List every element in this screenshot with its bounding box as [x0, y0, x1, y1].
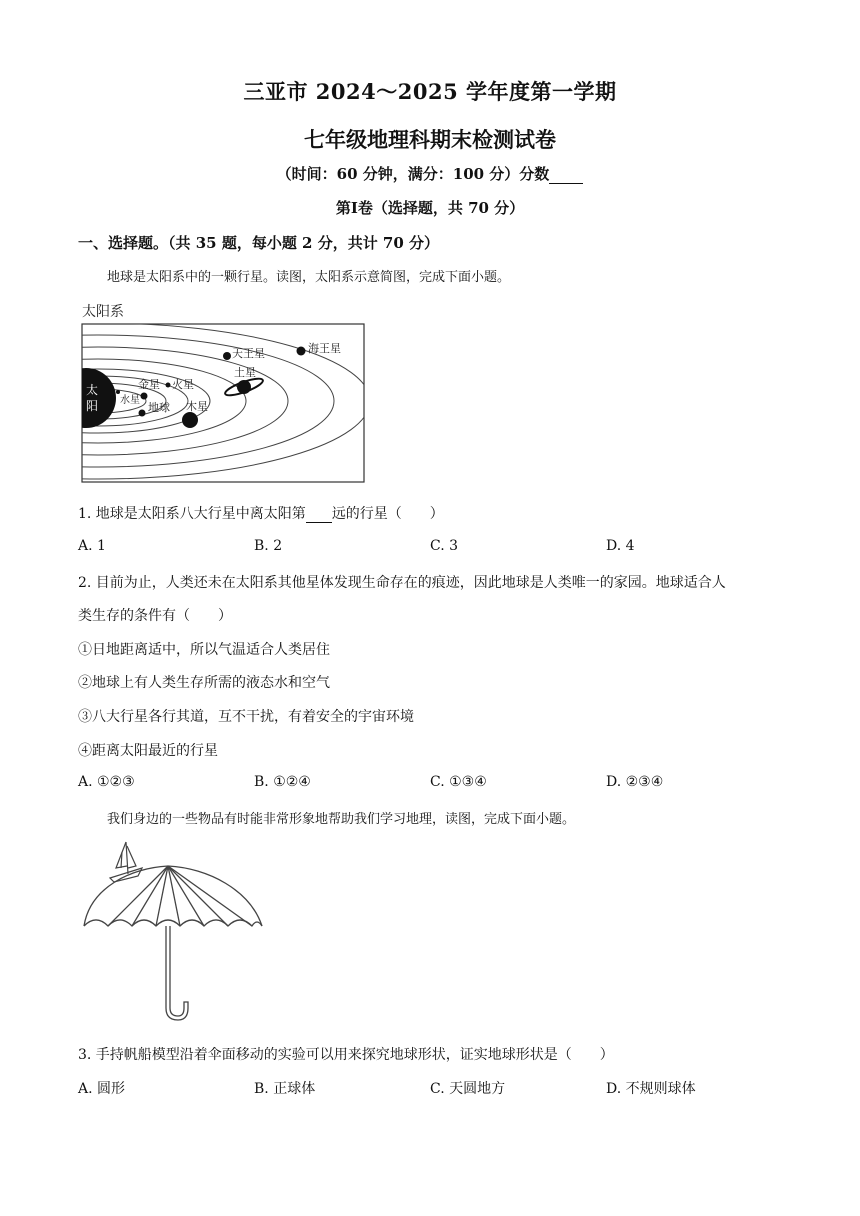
planet-jupiter — [182, 412, 198, 428]
exam-title-line2: 七年级地理科期末检测试卷 — [304, 127, 556, 152]
question-2-stem-line2: 类生存的条件有（ ） — [78, 608, 232, 624]
sun-label-2: 阳 — [86, 399, 99, 413]
planet-venus — [141, 393, 148, 400]
q2-statement-3: ③八大行星各行其道，互不干扰，有着安全的宇宙环境 — [78, 709, 414, 725]
q3-option-d: D. 不规则球体 — [606, 1081, 696, 1097]
q3-option-b: B. 正球体 — [254, 1081, 316, 1097]
part-title: 第Ⅰ卷（选择题，共 70 分） — [335, 199, 525, 217]
label-neptune: 海王星 — [308, 342, 341, 355]
solar-system-diagram — [80, 300, 370, 488]
label-saturn: 土星 — [234, 366, 256, 379]
q1-blank — [306, 506, 332, 523]
q1-stem-before: 1. 地球是太阳系八大行星中离太阳第 — [78, 506, 306, 522]
q2-statement-4: ④距离太阳最近的行星 — [78, 743, 218, 759]
figure-title: 太阳系 — [82, 304, 124, 320]
umbrella-with-sailboat-illustration — [80, 838, 270, 1028]
question-1-stem — [78, 503, 444, 523]
q2-option-c: C. ①③④ — [430, 774, 487, 790]
q1-option-a: A. 1 — [78, 538, 106, 554]
planet-neptune — [297, 347, 306, 356]
q2-option-a: A. ①②③ — [78, 774, 135, 790]
exam-title-line1: 三亚市 2024～2025 学年度第一学期 — [243, 79, 617, 104]
label-mars: 火星 — [172, 378, 194, 391]
score-blank — [549, 165, 583, 184]
q2-statement-1: ①日地距离适中，所以气温适合人类居住 — [78, 642, 330, 658]
label-earth: 地球 — [148, 401, 170, 414]
group2-intro: 我们身边的一些物品有时能非常形象地帮助我们学习地理，读图，完成下面小题。 — [107, 812, 576, 827]
planet-earth — [139, 410, 146, 417]
exam-info-text: （时间：60 分钟，满分：100 分）分数 — [276, 165, 550, 183]
q3-option-c: C. 天圆地方 — [430, 1081, 506, 1097]
label-jupiter: 木星 — [186, 400, 208, 413]
group1-intro: 地球是太阳系中的一颗行星。读图，太阳系示意简图，完成下面小题。 — [107, 270, 511, 285]
umbrella-canopy — [84, 866, 262, 926]
exam-info — [0, 163, 860, 184]
solar-system-figure — [80, 300, 370, 488]
umbrella-figure — [80, 838, 270, 1028]
planet-mercury — [116, 390, 120, 394]
q1-option-b: B. 2 — [254, 538, 283, 554]
q2-option-b: B. ①②④ — [254, 774, 311, 790]
q2-statement-2: ②地球上有人类生存所需的液态水和空气 — [78, 675, 330, 691]
q2-option-d: D. ②③④ — [606, 774, 664, 790]
section-heading: 一、选择题。（共 35 题，每小题 2 分，共计 70 分） — [78, 234, 440, 252]
label-mercury: 水星 — [120, 395, 140, 406]
question-2-stem-line1: 2. 目前为止，人类还未在太阳系其他星体发现生命存在的痕迹，因此地球是人类唯一的家园。地球适合人 — [78, 575, 726, 591]
label-venus: 金星 — [138, 378, 160, 391]
question-3-stem: 3. 手持帆船模型沿着伞面移动的实验可以用来探究地球形状，证实地球形状是（ ） — [78, 1047, 614, 1063]
q3-option-a: A. 圆形 — [78, 1081, 126, 1097]
sun-label-1: 太 — [86, 383, 99, 397]
q1-option-d: D. 4 — [606, 538, 635, 554]
planet-mars — [166, 383, 171, 388]
q1-stem-after: 远的行星（ ） — [331, 506, 444, 522]
planet-uranus — [223, 352, 231, 360]
umbrella-handle — [166, 926, 188, 1020]
label-uranus: 天王星 — [232, 347, 265, 360]
q1-option-c: C. 3 — [430, 538, 459, 554]
